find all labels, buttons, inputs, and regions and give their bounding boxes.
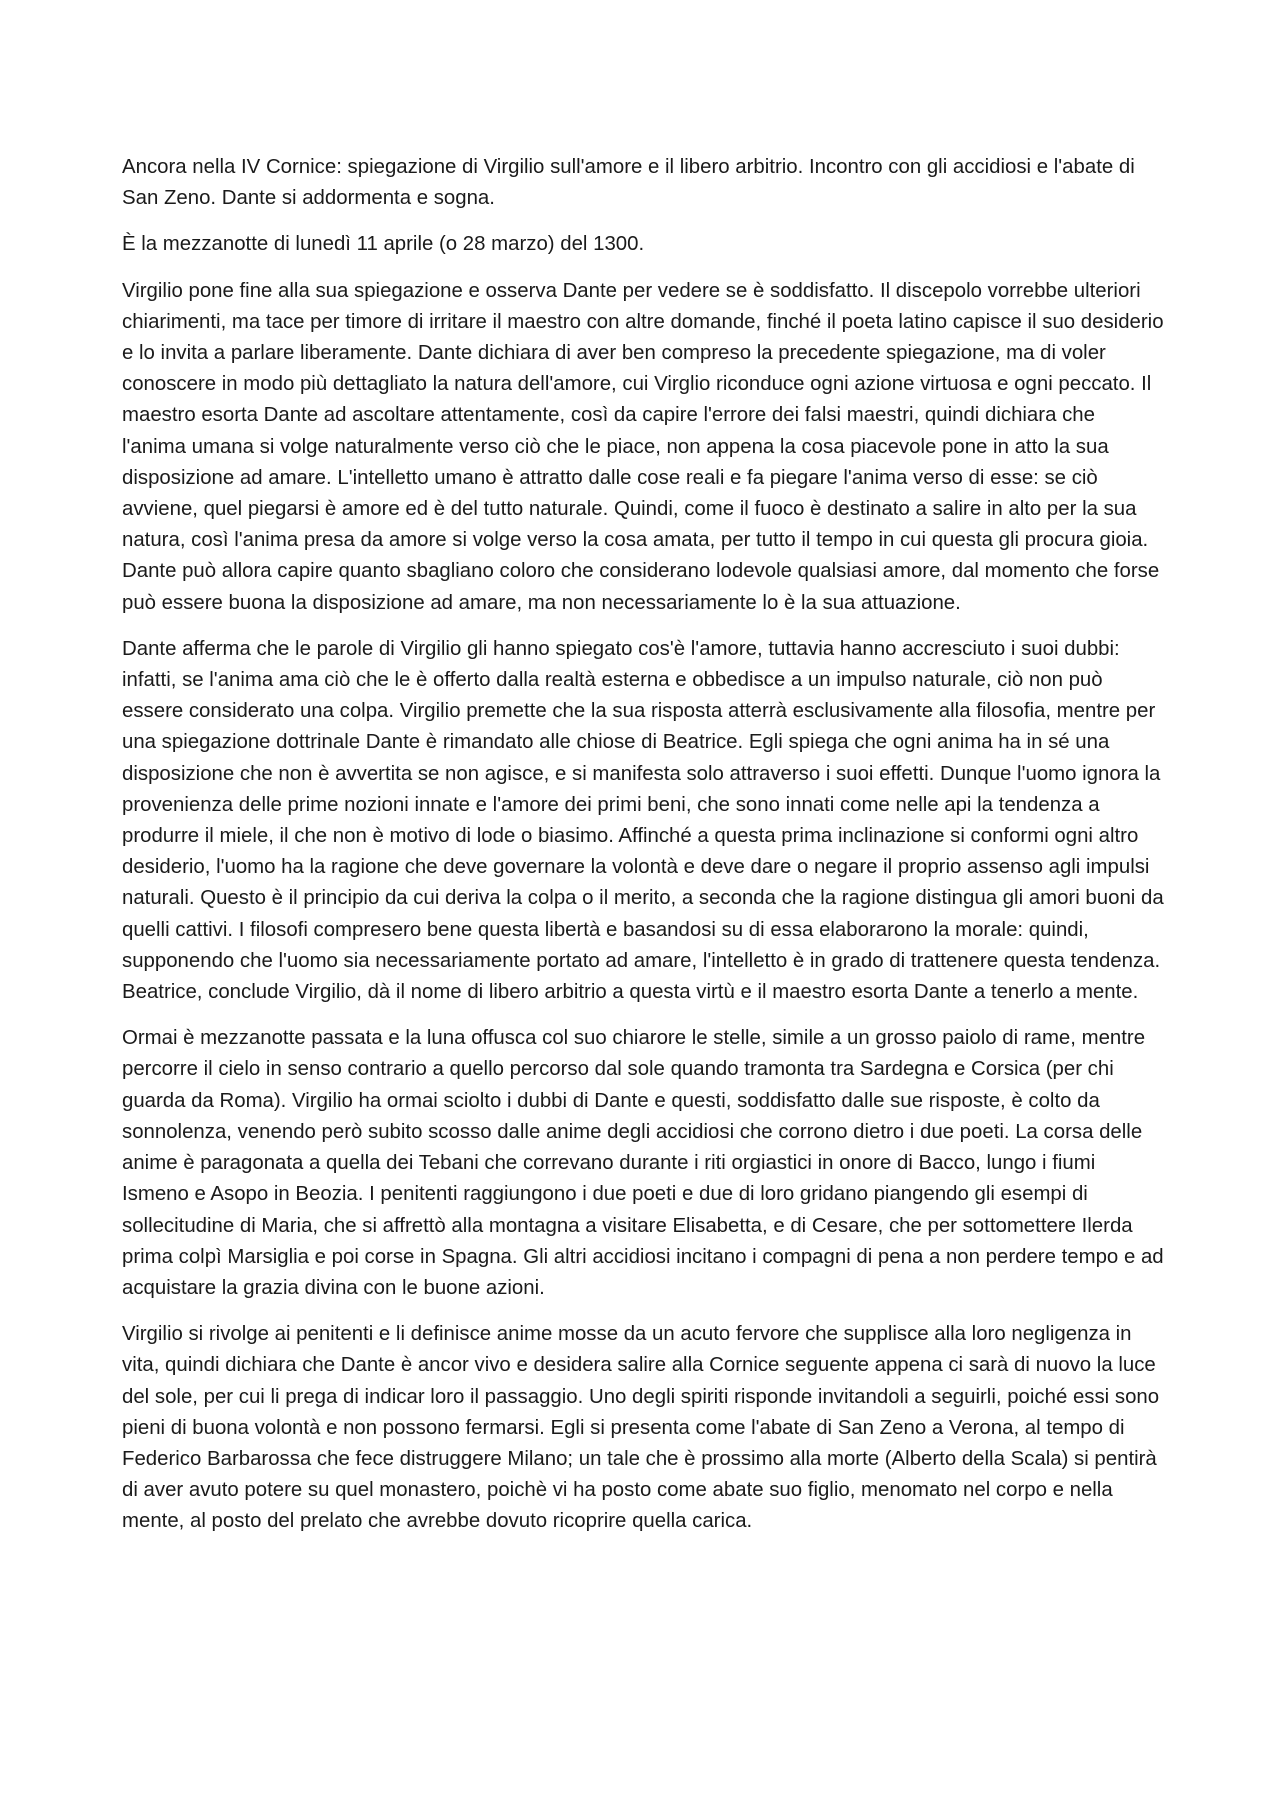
paragraph-summary: Ancora nella IV Cornice: spiegazione di Virgilio sull'amore e il libero arbitrio. Incontro con gli accidiosi e l'abate di San Zeno. Dante si addormenta e sogna. — [122, 156, 1135, 210]
paragraph-abbot-san-zeno: Virgilio si rivolge ai penitenti e li definisce anime mosse da un acuto fervore che supplisce alla loro negligenza in vita, quindi dichiara che Dante è ancor vivo e desidera salire alla Cornice seguente appena ci sarà di nuovo la luce del sole, per cui li prega di indicar loro il passaggio. Uno degli spiriti risponde invitandoli a seguirli, poiché essi sono pieni di buona volontà e non possono fermarsi. Egli si presenta come l'abate di San Zeno a Verona, al tempo di Federico Barbarossa che fece distruggere Milano; un tale che è prossimo alla morte (Alberto della Scala) si pentirà di aver avuto potere su quel monastero, poichè vi ha posto come abate suo figlio, menomato nel corpo e nella mente, al posto del prelato che avrebbe dovuto ricoprire quella carica. — [122, 1323, 1160, 1533]
paragraph-slothful-souls: Ormai è mezzanotte passata e la luna offusca col suo chiarore le stelle, simile a un grosso paiolo di rame, mentre percorre il cielo in senso contrario a quello percorso dal sole quando tramonta tra Sardegna e Corsica (per chi guarda da Roma). Virgilio ha ormai sciolto i dubbi di Dante e questi, soddisfatto dalle sue risposte, è colto da sonnolenza, venendo però subito scosso dalle anime degli accidiosi che corrono dietro i due poeti. La corsa delle anime è paragonata a quella dei Tebani che correvano durante i riti orgiastici in onore di Bacco, lungo i fiumi Ismeno e Asopo in Beozia. I penitenti raggiungono i due poeti e due di loro gridano piangendo gli esempi di sollecitudine di Maria, che si affrettò alla montagna a visitare Elisabetta, e di Cesare, che per sottomettere Ilerda prima colpì Marsiglia e poi corse in Spagna. Gli altri accidiosi incitano i compagni di pena a non perdere tempo e ad acquistare la grazia divina con le buone azioni. — [122, 1027, 1164, 1299]
paragraph-date: È la mezzanotte di lunedì 11 aprile (o 28 marzo) del 1300. — [122, 233, 645, 256]
document-body — [122, 152, 1164, 1553]
paragraph-free-will: Dante afferma che le parole di Virgilio gli hanno spiegato cos'è l'amore, tuttavia hanno accresciuto i suoi dubbi: infatti, se l'anima ama ciò che le è offerto dalla realtà esterna e obbedisce a un impulso naturale, ciò non può essere considerato una colpa. Virgilio premette che la sua risposta atterrà esclusivamente alla filosofia, mentre per una spiegazione dottrinale Dante è rimandato alle chiose di Beatrice. Egli spiega che ogni anima ha in sé una disposizione che non è avvertita se non agisce, e si manifesta solo attraverso i suoi effetti. Dunque l'uomo ignora la provenienza delle prime nozioni innate e l'amore dei primi beni, che sono innati come nelle api la tendenza a produrre il miele, il che non è motivo di lode o biasimo. Affinché a questa prima inclinazione si conformi ogni altro desiderio, l'uomo ha la ragione che deve governare la volontà e deve dare o negare il proprio assenso agli impulsi naturali. Questo è il principio da cui deriva la colpa o il merito, a seconda che la ragione distingua gli amori buoni da quelli cattivi. I filosofi compresero bene questa libertà e basandosi su di essa elaborarono la morale: quindi, supponendo che l'uomo sia necessariamente portato ad amare, l'intelletto è in grado di trattenere questa tendenza. Beatrice, conclude Virgilio, dà il nome di libero arbitrio a questa virtù e il maestro esorta Dante a tenerlo a mente. — [122, 637, 1164, 1004]
paragraph-love-explanation: Virgilio pone fine alla sua spiegazione e osserva Dante per vedere se è soddisfatto. Il discepolo vorrebbe ulteriori chiarimenti, ma tace per timore di irritare il maestro con altre domande, finché il poeta latino capisce il suo desiderio e lo invita a parlare liberamente. Dante dichiara di aver ben compreso la precedente spiegazione, ma di voler conoscere in modo più dettagliato la natura dell'amore, cui Virglio riconduce ogni azione virtuosa e ogni peccato. Il maestro esorta Dante ad ascoltare attentamente, così da capire l'errore dei falsi maestri, quindi dichiara che l'anima umana si volge naturalmente verso ciò che le piace, non appena la cosa piacevole pone in atto la sua disposizione ad amare. L'intelletto umano è attratto dalle cose reali e fa piegare l'anima verso di esse: se ciò avviene, quel piegarsi è amore ed è del tutto naturale. Quindi, come il fuoco è destinato a salire in alto per la sua natura, così l'anima presa da amore si volge verso la cosa amata, per tutto il tempo in cui questa gli procura gioia. Dante può allora capire quanto sbagliano coloro che considerano lodevole qualsiasi amore, dal momento che forse può essere buona la disposizione ad amare, ma non necessariamente lo è la sua attuazione. — [122, 279, 1164, 614]
